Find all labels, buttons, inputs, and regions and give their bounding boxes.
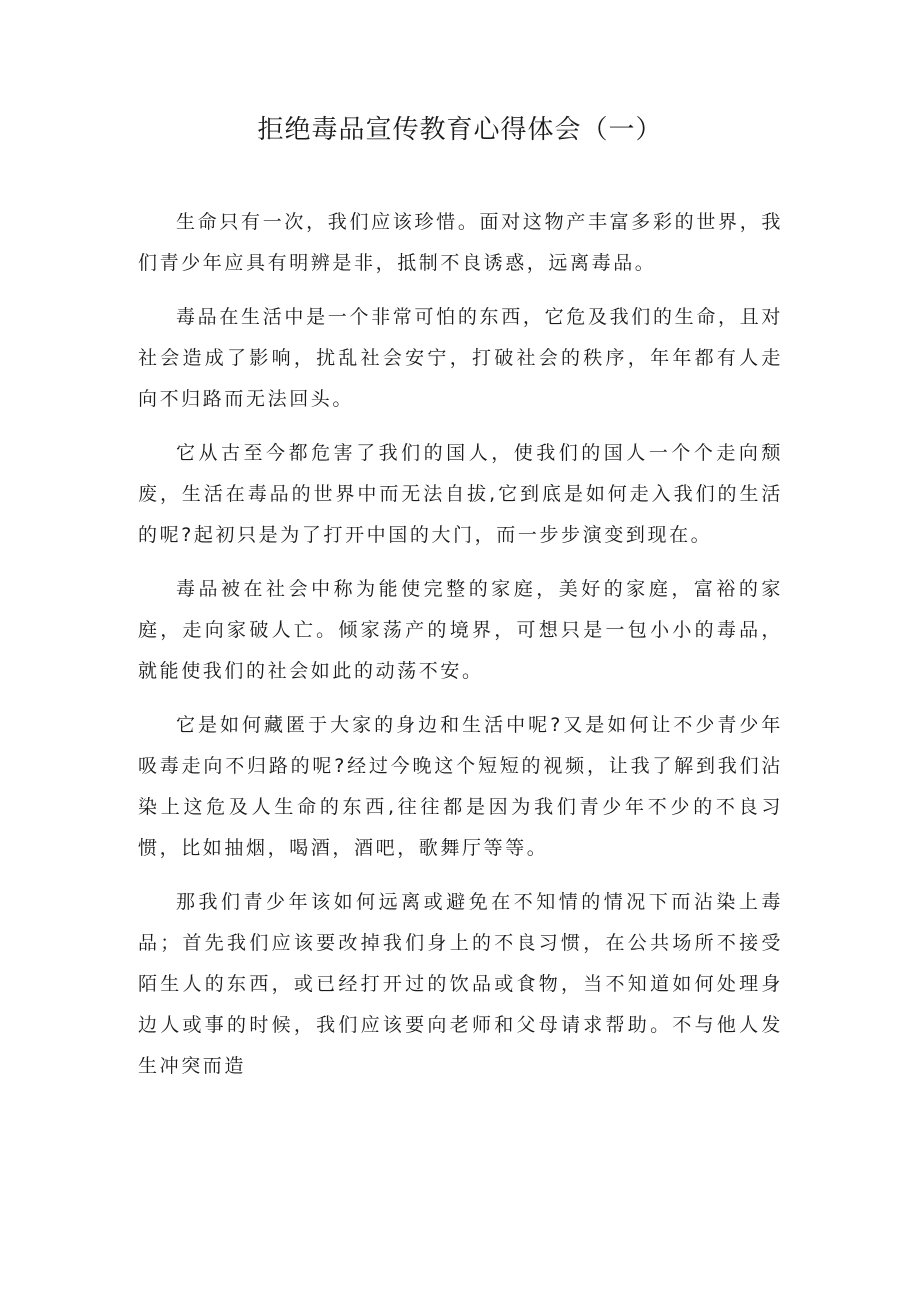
document-body [138,202,783,1100]
paragraph-3: 它从古至今都危害了我们的国人，使我们的国人一个个走向颓废，生活在毒品的世界中而无法自拔,它到底是如何走入我们的生活的呢?起初只是为了打开中国的大门，而一步步演变到现在。 [138,442,783,546]
paragraph-1: 生命只有一次，我们应该珍惜。面对这物产丰富多彩的世界，我们青少年应具有明辨是非，抵制不良诱惑，远离毒品。 [138,211,783,274]
paragraph-6: 那我们青少年该如何远离或避免在不知情的情况下而沾染上毒品；首先我们应该要改掉我们身上的不良习惯，在公共场所不接受陌生人的东西，或已经打开过的饮品或食物，当不知道如何处理身边人或事的时候，我们应该要向老师和父母请求帮助。不与他人发生冲突而造 [138,891,783,1077]
paragraph-4: 毒品被在社会中称为能使完整的家庭，美好的家庭，富裕的家庭，走向家破人亡。倾家荡产的境界，可想只是一包小小的毒品，就能使我们的社会如此的动荡不安。 [138,578,783,682]
document-title: 拒绝毒品宣传教育心得体会（一） [257,115,663,145]
paragraph-5: 它是如何藏匿于大家的身边和生活中呢?又是如何让不少青少年吸毒走向不归路的呢?经过今晚这个短短的视频，让我了解到我们沾染上这危及人生命的东西,往往都是因为我们青少年不少的不良习惯，比如抽烟，喝酒，酒吧，歌舞厅等等。 [138,714,783,859]
paragraph-2: 毒品在生活中是一个非常可怕的东西，它危及我们的生命，且对社会造成了影响，扰乱社会安宁，打破社会的秩序，年年都有人走向不归路而无法回头。 [138,306,783,410]
